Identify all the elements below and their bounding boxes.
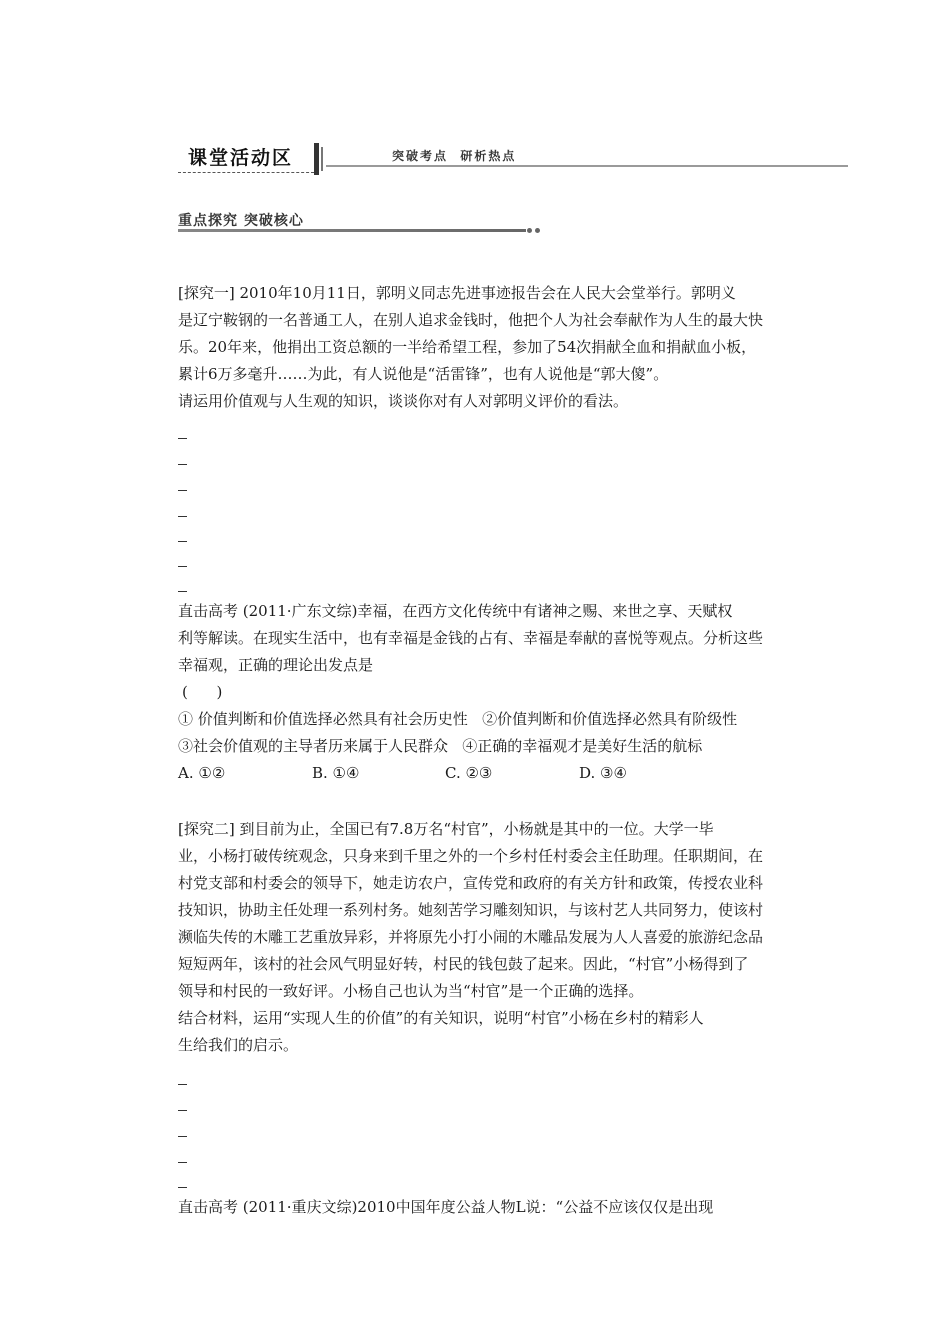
gk2-line-1: 直击高考 (2011·重庆文综)2010中国年度公益人物L说：“公益不应该仅仅是出现	[178, 1198, 714, 1216]
gk1-line-1: 直击高考 (2011·广东文综)幸福，在西方文化传统中有诸神之赐、来世之享、天赋权	[178, 602, 733, 620]
gk1-option-line-1: ① 价值判断和价值选择必然具有社会历史性 ②价值判断和价值选择必然具有阶级性	[178, 710, 738, 728]
section-title: 重点探究 突破核心	[178, 213, 304, 229]
gk1-option-line-2: ③社会价值观的主导者历来属于人民群众 ④正确的幸福观才是美好生活的航标	[178, 737, 703, 755]
q2-line-6: 短短两年，该村的社会风气明显好转，村民的钱包鼓了起来。因此，“村官”小杨得到了	[178, 955, 749, 973]
choice-c[interactable]: C. ②③	[445, 764, 493, 782]
gk1-line-2: 利等解读。在现实生活中，也有幸福是金钱的占有、幸福是奉献的喜悦等观点。分析这些	[178, 629, 764, 647]
q1-line-1: [探究一] 2010年10月11日，郭明义同志先进事迹报告会在人民大会堂举行。郭明义	[178, 284, 736, 302]
answer-blank[interactable]	[178, 591, 187, 592]
answer-blank[interactable]	[178, 566, 187, 567]
q2-line-4: 技知识，协助主任处理一系列村务。她刻苦学习雕刻知识，与该村艺人共同努力，使该村	[178, 901, 764, 919]
answer-blank[interactable]	[178, 541, 187, 542]
q1-line-2: 是辽宁鞍钢的一名普通工人，在别人追求金钱时，他把个人为社会奉献作为人生的最大快	[178, 311, 764, 329]
answer-blank[interactable]	[178, 464, 187, 465]
header-dash-underline	[178, 172, 314, 173]
header-subtitle: 突破考点 研析热点	[392, 149, 517, 163]
q2-line-1: [探究二] 到目前为止，全国已有7.8万名“村官”，小杨就是其中的一位。大学一毕	[178, 820, 714, 838]
header-divider-bar-thin	[321, 147, 323, 171]
q2-question-line-2: 生给我们的启示。	[178, 1036, 299, 1054]
q2-line-2: 业，小杨打破传统观念，只身来到千里之外的一个乡村任村委会主任助理。任职期间，在	[178, 847, 764, 865]
header-divider-bar	[314, 143, 319, 175]
choice-b[interactable]: B. ①④	[312, 764, 360, 782]
section-dot-2	[535, 228, 540, 233]
gk1-line-3: 幸福观，正确的理论出发点是	[178, 656, 374, 674]
q2-line-7: 领导和村民的一致好评。小杨自己也认为当“村官”是一个正确的选择。	[178, 982, 644, 1000]
answer-blank[interactable]	[178, 1136, 187, 1137]
answer-blank[interactable]	[178, 1084, 187, 1085]
q2-line-5: 濒临失传的木雕工艺重放异彩，并将原先小打小闹的木雕品发展为人人喜爱的旅游纪念品	[178, 928, 764, 946]
answer-blank[interactable]	[178, 490, 187, 491]
choice-d[interactable]: D. ③④	[579, 764, 627, 782]
header-title: 课堂活动区	[188, 147, 294, 169]
answer-blank[interactable]	[178, 1187, 187, 1188]
section-dot-1	[527, 228, 532, 233]
answer-blank[interactable]	[178, 1162, 187, 1163]
choice-a[interactable]: A. ①②	[178, 764, 226, 782]
q1-question: 请运用价值观与人生观的知识，谈谈你对有人对郭明义评价的看法。	[178, 392, 629, 410]
section-rule	[178, 229, 526, 232]
q1-line-3: 乐。20年来，他捐出工资总额的一半给希望工程，参加了54次捐献全血和捐献血小板，	[178, 338, 757, 356]
header-rule	[326, 165, 848, 167]
answer-blank[interactable]	[178, 516, 187, 517]
q1-line-4: 累计6万多毫升……为此，有人说他是“活雷锋”，也有人说他是“郭大傻”。	[178, 365, 669, 383]
answer-blank[interactable]	[178, 438, 187, 439]
answer-parentheses[interactable]: ( )	[182, 683, 223, 701]
answer-blank[interactable]	[178, 1110, 187, 1111]
q2-question-line-1: 结合材料，运用“实现人生的价值”的有关知识，说明“村官”小杨在乡村的精彩人	[178, 1009, 704, 1027]
q2-line-3: 村党支部和村委会的领导下，她走访农户，宣传党和政府的有关方针和政策，传授农业科	[178, 874, 764, 892]
